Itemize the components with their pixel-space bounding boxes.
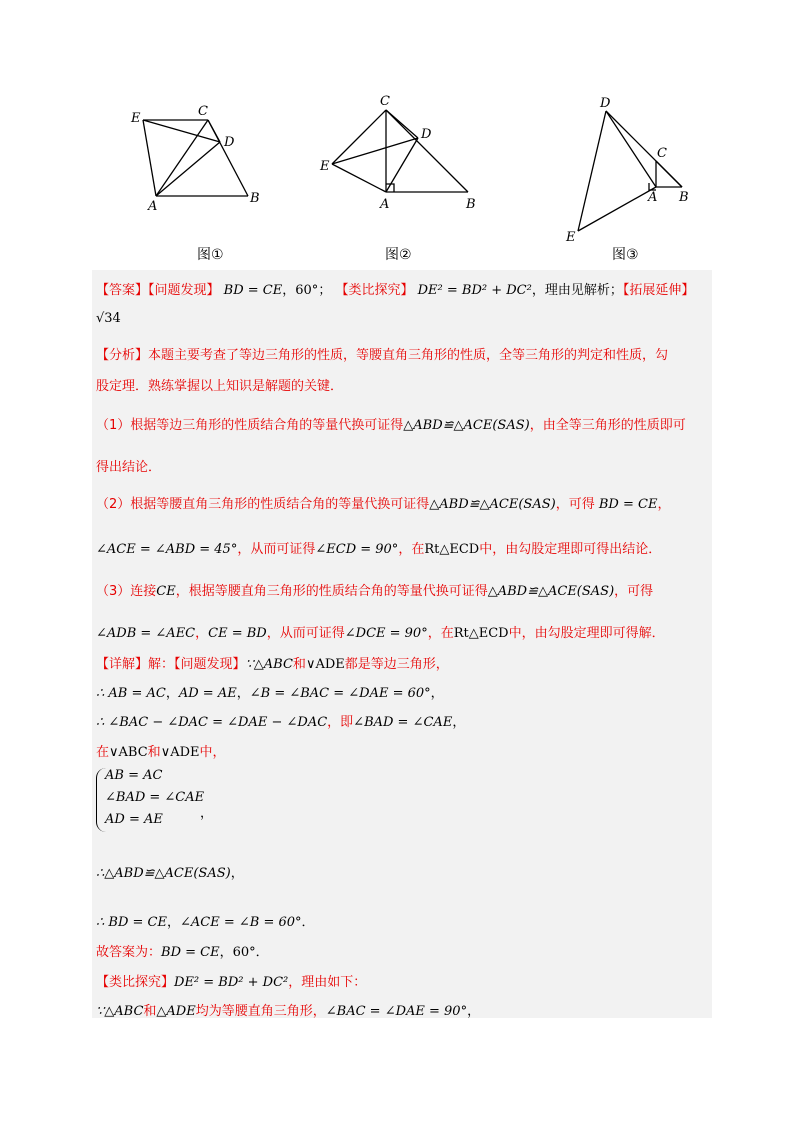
p2-eq: BD = CE bbox=[598, 497, 658, 512]
detail-angle-diff: ∴ ∠BAC − ∠DAC = ∠DAE − ∠DAC bbox=[96, 715, 328, 730]
detail-ie: ，即 bbox=[327, 715, 354, 730]
p2-sep: ， bbox=[657, 497, 671, 512]
detail-sep-a: ， bbox=[165, 686, 179, 701]
fig1-label-E: E bbox=[131, 111, 141, 126]
answer-sep: ， bbox=[282, 283, 296, 298]
equation-system bbox=[96, 768, 207, 832]
analysis-p3-cont bbox=[96, 622, 665, 641]
answer-root: √34 bbox=[96, 311, 121, 326]
figure-3-diagram bbox=[560, 95, 700, 245]
figure-1 bbox=[128, 100, 278, 215]
fig1-label-B: B bbox=[250, 191, 260, 206]
system-row-3: AD = AE bbox=[105, 812, 163, 827]
detail-line-7 bbox=[96, 941, 269, 960]
detail-sep-f: ， bbox=[166, 915, 180, 930]
detail-tri-abc: ∨ABC bbox=[109, 745, 148, 760]
answer-sep2: ； bbox=[318, 283, 332, 298]
figure-2-caption: 图② bbox=[385, 247, 412, 263]
analysis-p1 bbox=[96, 414, 686, 433]
p3-angle-dce: ∠DCE = 90° bbox=[344, 626, 428, 641]
p3-text-i: ，在 bbox=[427, 626, 454, 641]
detail-sep-b: ， bbox=[236, 686, 250, 701]
p2-angles: ∠ACE = ∠ABD = 45° bbox=[96, 542, 238, 557]
analysis-p3 bbox=[96, 580, 653, 599]
detail-bd-ce: ∴ BD = CE bbox=[96, 915, 167, 930]
p2-text-b: ，可得 bbox=[555, 497, 595, 512]
p2-text-a: （2）根据等腰直角三角形的性质结合角的等量代换可证得 bbox=[96, 497, 430, 512]
extension-tag: 【拓展延伸】 bbox=[622, 283, 695, 298]
p3-text-a: （3）连接 bbox=[96, 584, 157, 599]
analysis-line-2: 股定理．熟练掌握以上知识是解题的关键． bbox=[96, 379, 344, 394]
detail-period-2: ． bbox=[255, 945, 269, 960]
detail-sep-e: ， bbox=[230, 866, 244, 881]
p3-rt-triangle: Rt△ECD bbox=[453, 626, 509, 641]
answer-eq-bd-ce: BD = CE bbox=[223, 283, 283, 298]
answer-tag: 【答案】 bbox=[96, 283, 149, 298]
detail-line-1 bbox=[96, 653, 449, 672]
fig3-label-A: A bbox=[648, 190, 658, 205]
fig1-label-D: D bbox=[224, 135, 235, 150]
p2-rt-triangle: Rt△ECD bbox=[424, 542, 480, 557]
detail-sep-g: ， bbox=[219, 945, 233, 960]
p3-ce: CE bbox=[156, 584, 176, 599]
detail-sep-h: ， bbox=[467, 1004, 481, 1019]
p2-congruence: △ABD≌△ACE(SAS) bbox=[429, 497, 556, 512]
detail-pythag: DE² = BD² + DC² bbox=[174, 975, 289, 990]
system-row-1: AB = AC bbox=[105, 768, 163, 783]
p3-sep: ， bbox=[195, 626, 209, 641]
fig1-label-C: C bbox=[198, 104, 208, 119]
detail-tag: 【详解】解：【问题发现】 bbox=[96, 657, 246, 672]
detail-line-2 bbox=[96, 682, 444, 701]
analysis-p2-cont bbox=[96, 538, 661, 557]
p2-text-i: 中，由勾股定理即可得出结论． bbox=[479, 542, 662, 557]
detail-congruence: ∴△ABD≌△ACE(SAS) bbox=[96, 866, 231, 881]
answer-reason-text: ，理由见解析； bbox=[531, 283, 623, 298]
figure-3-caption: 图③ bbox=[612, 247, 639, 263]
p2-text-e: ，从而可证得 bbox=[237, 542, 316, 557]
fig2-label-D: D bbox=[421, 127, 432, 142]
detail-ace-60: ∠ACE = ∠B = 60° bbox=[180, 915, 302, 930]
analysis-p1-cont: 得出结论． bbox=[96, 460, 162, 475]
figure-1-diagram bbox=[128, 100, 278, 215]
p3-text-g: ，从而可证得 bbox=[266, 626, 345, 641]
p3-angles: ∠ADB = ∠AEC bbox=[96, 626, 196, 641]
p3-text-c: ，可得 bbox=[614, 584, 654, 599]
detail-period: ． bbox=[301, 915, 315, 930]
answer-eq-pythag: DE² = BD² + DC² bbox=[417, 283, 532, 298]
p1-text-b: ，由全等三角形的性质即可 bbox=[529, 418, 686, 433]
p3-text-k: 中，由勾股定理即可得解． bbox=[508, 626, 665, 641]
detail-ade: ∨ADE bbox=[305, 657, 345, 672]
problem-discovery-tag: 【问题发现】 bbox=[148, 283, 220, 298]
p3-congruence: △ABD≌△ACE(SAS) bbox=[487, 584, 615, 599]
p3-text-b: ，根据等腰直角三角形的性质结合角的等量代换可证得 bbox=[175, 584, 488, 599]
detail-sep-c: ， bbox=[430, 686, 444, 701]
system-comma: ， bbox=[200, 806, 214, 821]
answer-root-line bbox=[96, 311, 121, 326]
p2-text-g: ，在 bbox=[398, 542, 425, 557]
detail-answer-angle: 60° bbox=[232, 945, 256, 960]
fig2-label-B: B bbox=[466, 197, 476, 212]
system-row-2: ∠BAD = ∠CAE bbox=[105, 790, 205, 805]
fig1-label-A: A bbox=[148, 199, 158, 214]
detail-line-8 bbox=[96, 971, 366, 990]
detail-bad-cae: ∠BAD = ∠CAE bbox=[353, 715, 453, 730]
detail-ad-ae: AD = AE bbox=[178, 686, 237, 701]
analysis-p2 bbox=[96, 493, 670, 512]
analysis-line-1: 【分析】本题主要考查了等边三角形的性质，等腰直角三角形的性质，全等三角形的判定和性质，勾 bbox=[96, 348, 669, 363]
fig3-label-B: B bbox=[679, 190, 689, 205]
detail-angles-60: ∠B = ∠BAC = ∠DAE = 60° bbox=[249, 686, 431, 701]
fig2-label-A: A bbox=[380, 197, 390, 212]
detail-and2: 和 bbox=[147, 745, 161, 760]
detail-line-4 bbox=[96, 741, 226, 760]
detail-tri-ade: ∨ADE bbox=[160, 745, 200, 760]
detail-and3: 和 bbox=[143, 1004, 157, 1019]
detail-and: 和 bbox=[292, 657, 306, 672]
figure-2 bbox=[318, 92, 488, 217]
detail-isosceles: 均为等腰直角三角形， bbox=[195, 1004, 326, 1019]
detail-abc: ∵△ABC bbox=[245, 657, 293, 672]
detail-answer-label: 故答案为： bbox=[96, 945, 162, 960]
detail-line-6 bbox=[96, 911, 315, 930]
answer-line bbox=[96, 279, 694, 298]
p2-angle-ecd: ∠ECD = 90° bbox=[315, 542, 399, 557]
analogy-tag: 【类比探究】 bbox=[335, 283, 414, 298]
figure-3 bbox=[560, 95, 700, 245]
fig3-label-C: C bbox=[657, 146, 667, 161]
detail-in: 在 bbox=[96, 745, 110, 760]
fig2-label-E: E bbox=[320, 159, 330, 174]
detail-sep-d: ， bbox=[452, 715, 466, 730]
fig3-label-E: E bbox=[566, 230, 576, 245]
detail-line-9 bbox=[96, 1000, 480, 1019]
detail-zhong: 中， bbox=[199, 745, 226, 760]
p3-eq: CE = BD bbox=[208, 626, 267, 641]
detail-ade-2: △ADE bbox=[156, 1004, 196, 1019]
detail-angles-90: ∠BAC = ∠DAE = 90° bbox=[325, 1004, 468, 1019]
figure-1-caption: 图① bbox=[197, 247, 224, 263]
detail-line-3 bbox=[96, 711, 465, 730]
detail-analogy-tag: 【类比探究】 bbox=[96, 975, 175, 990]
detail-equilateral: 都是等边三角形， bbox=[344, 657, 449, 672]
detail-reason: ，理由如下： bbox=[288, 975, 367, 990]
figure-2-diagram bbox=[318, 92, 488, 217]
fig2-label-C: C bbox=[380, 94, 390, 109]
fig3-label-D: D bbox=[600, 96, 611, 111]
detail-ab-ac: ∴ AB = AC bbox=[96, 686, 166, 701]
detail-line-5 bbox=[96, 862, 244, 881]
p1-text-a: （1）根据等边三角形的性质结合角的等量代换可证得 bbox=[96, 418, 404, 433]
p1-congruence: △ABD≌△ACE(SAS) bbox=[403, 418, 530, 433]
detail-answer-eq: BD = CE bbox=[161, 945, 220, 960]
answer-angle: 60° bbox=[295, 283, 319, 298]
detail-abc-2: ∵△ABC bbox=[96, 1004, 144, 1019]
